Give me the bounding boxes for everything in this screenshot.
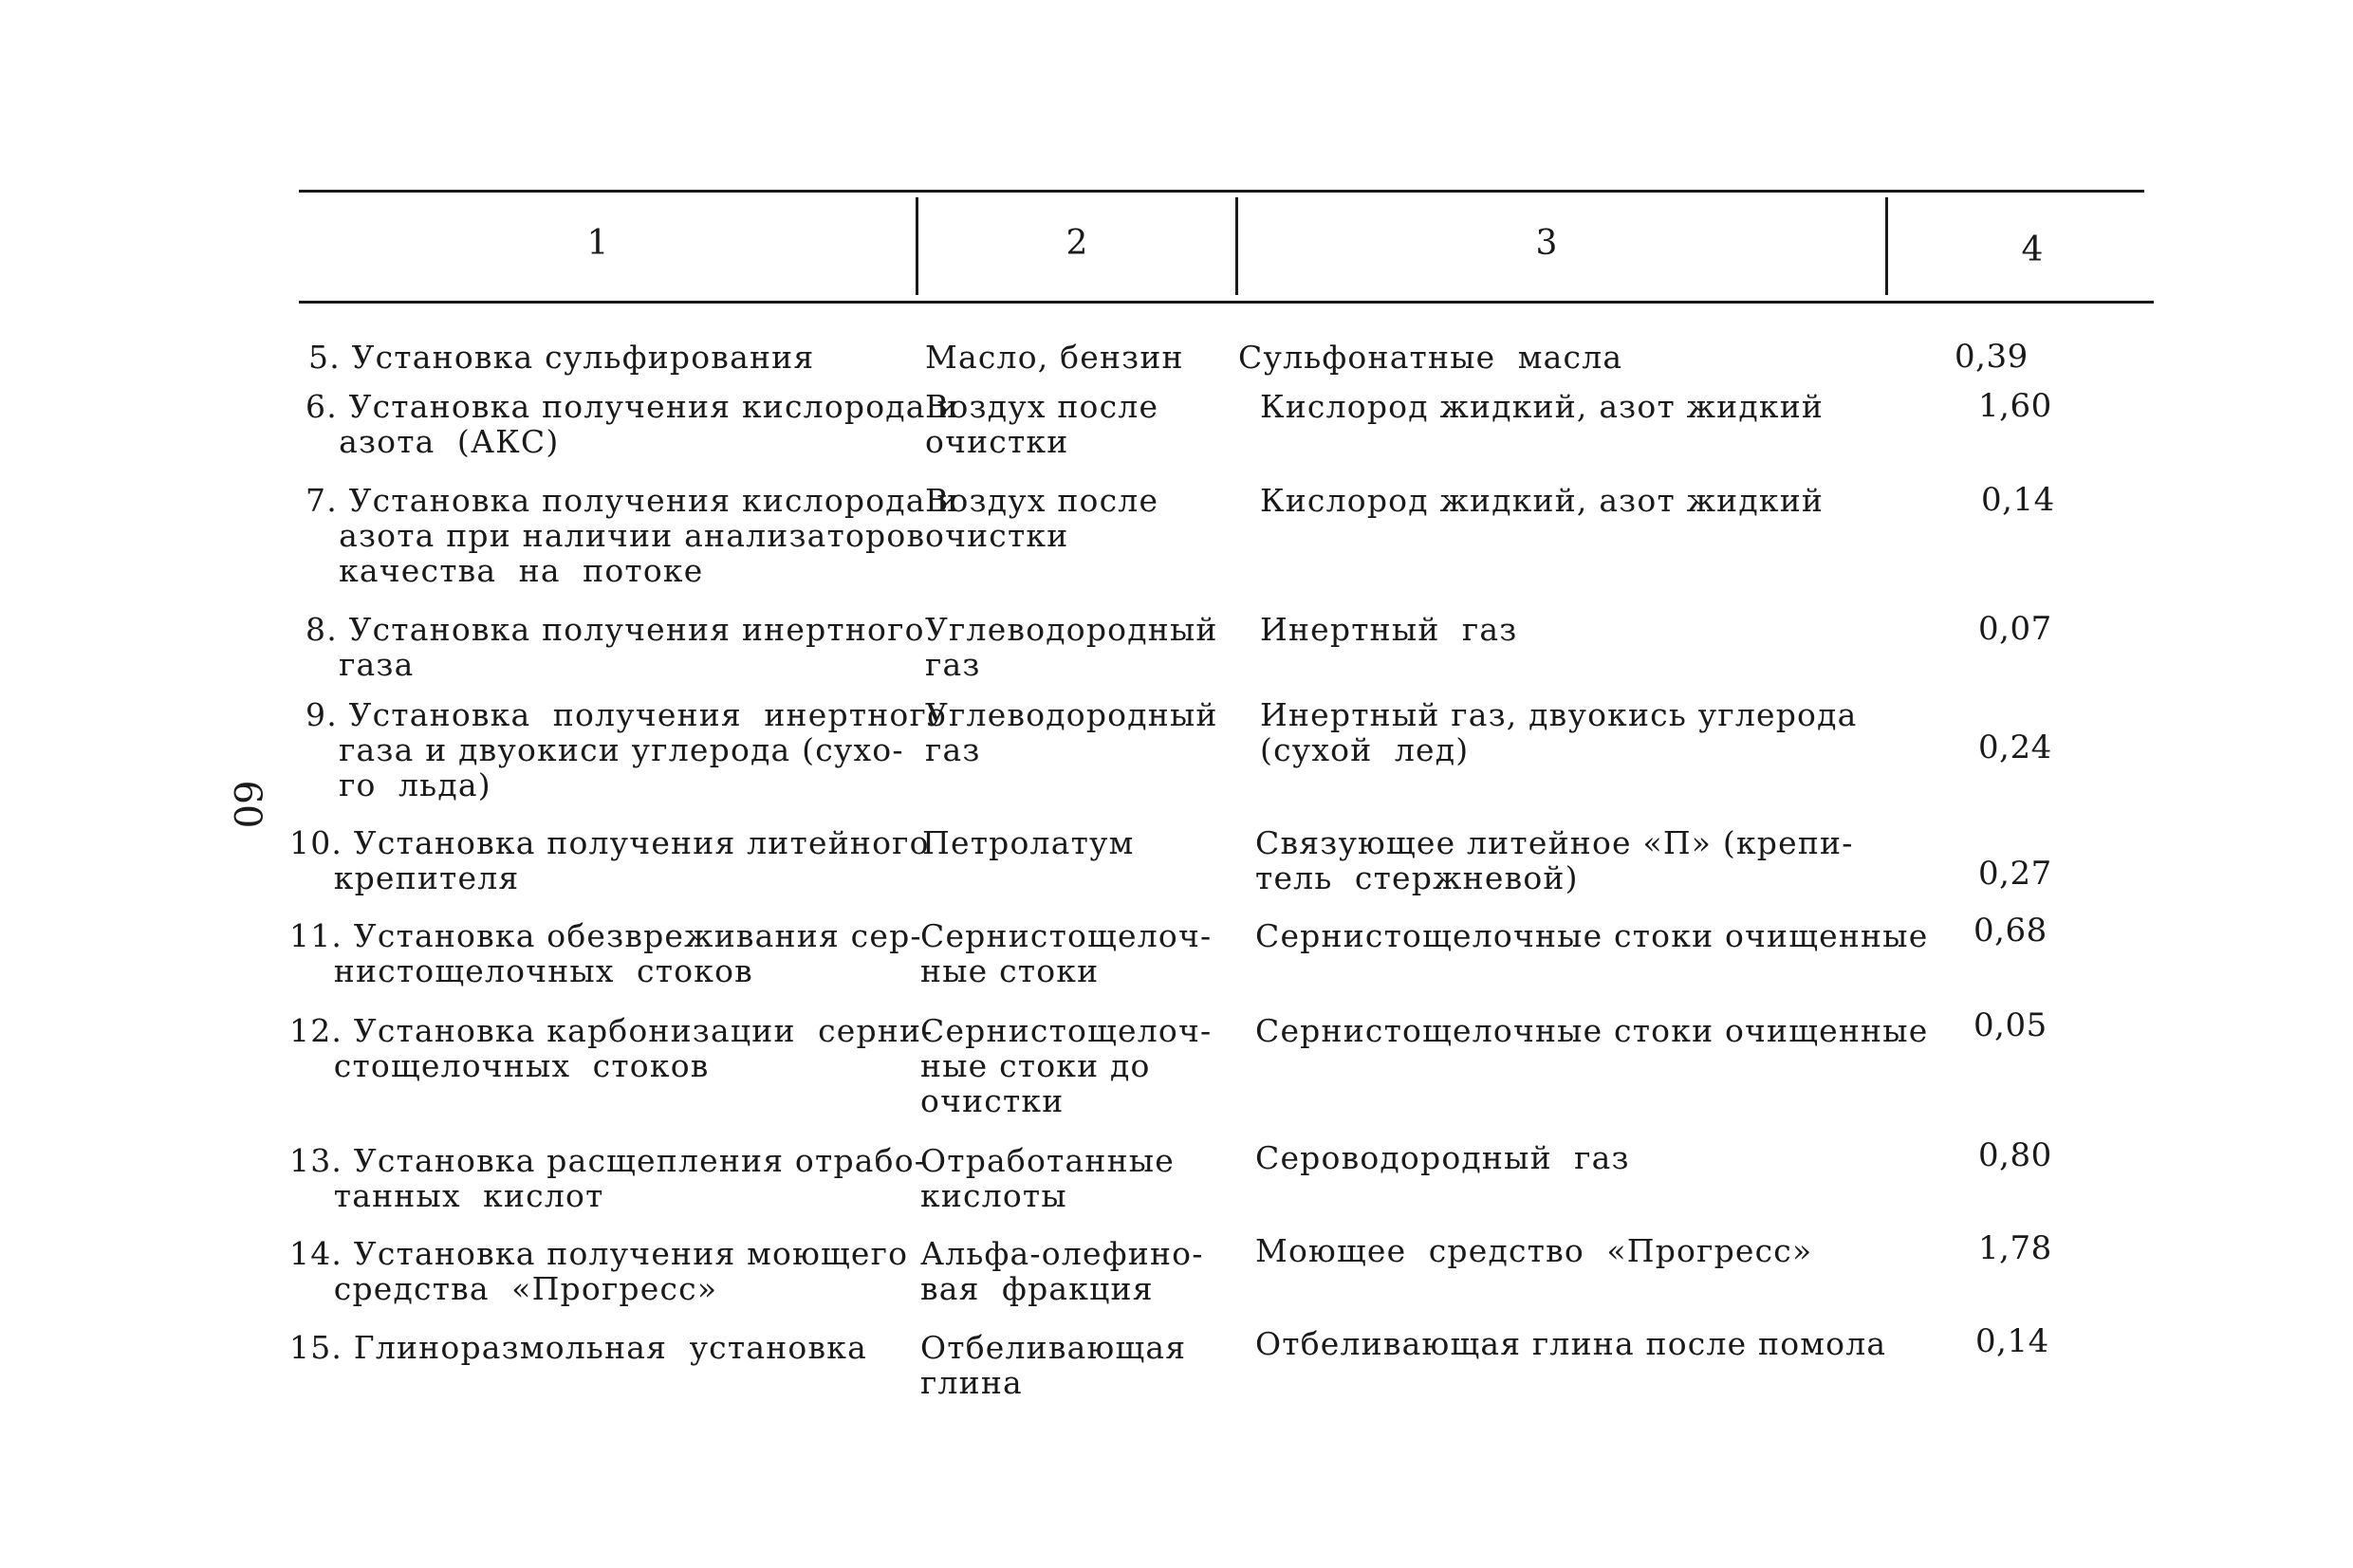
row-9-value: 0,24 — [1978, 729, 2052, 766]
row-5-raw-material: Масло, бензин — [925, 339, 1184, 376]
row-15-raw-material: Отбеливающая глина — [920, 1329, 1187, 1401]
row-13-value: 0,80 — [1978, 1136, 2052, 1174]
row-7-installation: 7. Установка получения кислорода и азота при наличии анализаторов качества на потоке — [306, 482, 959, 589]
row-7-value: 0,14 — [1981, 481, 2055, 519]
row-13-raw-material: Отработанные кислоты — [920, 1142, 1175, 1214]
row-12-installation: 12. Установка карбонизации серни- стощелочных стоков — [289, 1012, 934, 1084]
row-6-raw-material: Воздух после очистки — [925, 388, 1159, 460]
row-12-value: 0,05 — [1973, 1006, 2047, 1044]
column-header-4: 4 — [2021, 231, 2044, 269]
row-8-installation: 8. Установка получения инертного газа — [306, 611, 925, 683]
row-6-value: 1,60 — [1978, 387, 2052, 425]
row-10-raw-material: Петролатум — [922, 824, 1135, 861]
row-15-product: Отбеливающая глина после помола — [1255, 1325, 1887, 1362]
row-6-product: Кислород жидкий, азот жидкий — [1260, 388, 1825, 425]
column-header-2: 2 — [1065, 224, 1088, 263]
row-7-product: Кислород жидкий, азот жидкий — [1260, 482, 1825, 519]
row-7-raw-material: Воздух после очистки — [925, 482, 1159, 554]
row-10-installation: 10. Установка получения литейного крепителя — [289, 824, 930, 896]
page-number: 60 — [225, 780, 269, 829]
row-9-raw-material: Углеводородный газ — [925, 696, 1218, 768]
row-14-raw-material: Альфа-олефино- вая фракция — [920, 1235, 1204, 1307]
row-5-value: 0,39 — [1955, 338, 2029, 376]
row-10-value: 0,27 — [1978, 855, 2052, 893]
row-15-value: 0,14 — [1975, 1322, 2049, 1360]
row-14-installation: 14. Установка получения моющего средства «Прогресс» — [289, 1235, 909, 1307]
table-top-rule — [299, 190, 2144, 193]
column-header-3: 3 — [1535, 224, 1558, 263]
row-8-product: Инертный газ — [1260, 611, 1518, 648]
row-9-product: Инертный газ, двуокись углерода (сухой лед) — [1260, 696, 1858, 768]
row-14-value: 1,78 — [1978, 1229, 2052, 1267]
header-separator-2 — [1235, 197, 1238, 295]
row-8-raw-material: Углеводородный газ — [925, 611, 1218, 683]
row-13-installation: 13. Установка расщепления отрабо- танных кислот — [289, 1142, 927, 1214]
row-13-product: Сероводородный газ — [1255, 1139, 1630, 1176]
column-header-1: 1 — [586, 224, 609, 263]
row-11-raw-material: Сернистощелоч- ные стоки — [920, 917, 1213, 989]
row-11-product: Сернистощелочные стоки очищенные — [1255, 917, 1929, 954]
header-bottom-rule — [299, 301, 2154, 304]
row-5-installation: 5. Установка сульфирования — [308, 339, 815, 376]
row-10-product: Связующее литейное «П» (крепи- тель стержневой) — [1255, 824, 1854, 896]
header-separator-1 — [916, 197, 918, 295]
row-5-product: Сульфонатные масла — [1238, 339, 1623, 376]
row-9-installation: 9. Установка получения инертного газа и двуокиси углерода (сухо- го льда) — [306, 696, 948, 803]
row-8-value: 0,07 — [1978, 610, 2052, 648]
row-6-installation: 6. Установка получения кислорода и азота (АКС) — [306, 388, 959, 460]
header-separator-3 — [1885, 197, 1888, 295]
row-11-installation: 11. Установка обезвреживания сер- нистощелочных стоков — [289, 917, 922, 989]
row-12-raw-material: Сернистощелоч- ные стоки до очистки — [920, 1012, 1213, 1119]
row-15-installation: 15. Глиноразмольная установка — [289, 1329, 867, 1366]
row-12-product: Сернистощелочные стоки очищенные — [1255, 1012, 1929, 1049]
row-14-product: Моющее средство «Прогресс» — [1255, 1232, 1813, 1269]
row-11-value: 0,68 — [1973, 912, 2047, 950]
